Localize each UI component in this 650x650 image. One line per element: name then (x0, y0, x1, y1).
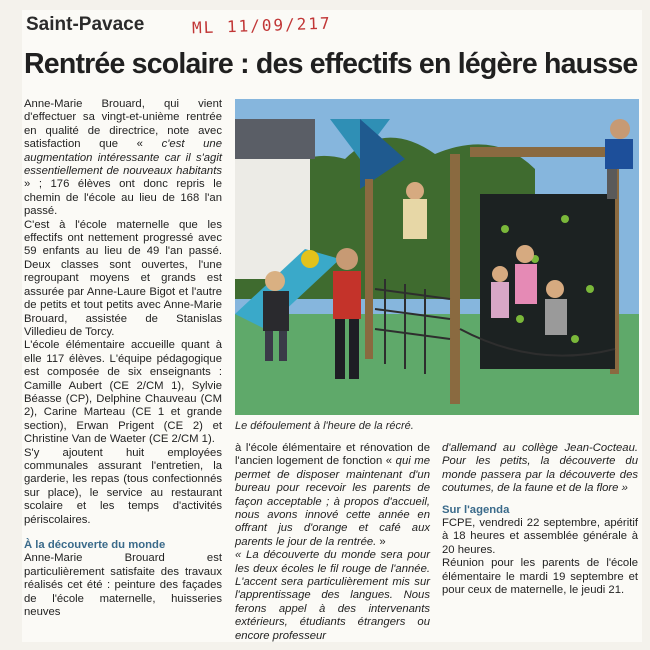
paragraph-langues-quote: « La découverte du monde sera pour les deux écoles le fil rouge de l'année. L'accent sera particulièrement mis sur l'apprentissage des langues. Nous ferons appel à des intervenants extérieurs, étudiants étrangers ou encore professeur (235, 549, 430, 642)
handwritten-date-note: ML 11/09/217 (191, 13, 332, 38)
subhead-agenda: Sur l'agenda (442, 503, 510, 516)
article-column-1 (24, 98, 222, 619)
playground-photo (235, 99, 639, 415)
subhead-decouverte: À la découverte du monde (24, 539, 166, 551)
paragraph-employees: S'y ajoutent huit employées communales assurant l'entretien, la garderie, les repas (tous confectionnés sur place), le service au restaurant scolaire et les temps d'activités périscolaires. (24, 446, 222, 526)
paragraph-renovation: à l'école élémentaire et rénovation de l'ancien logement de fonction « qui me permet de disposer maintenant d'un bureau pour recevoir les parents de façon acceptable ; à propos d'accueil, nous avons innové cette année en offrant jus d'orange et café aux parents le jour de la rentrée. » (235, 442, 430, 548)
paragraph-intro: Anne-Marie Brouard, qui vient d'effectuer sa vingt-et-unième rentrée en qualité de directrice, note avec satisfaction que « c'est une augmentation intéressante car il s'agit essentiellement de nouveaux habitants » ; 176 élèves ont donc repris le chemin de l'école au lieu de 168 l'an passé. (24, 98, 222, 218)
playground-illustration (235, 99, 639, 415)
paragraph-travaux: Anne-Marie Brouard est particulièrement satisfaite des travaux réalisés cet été : peinture des façades de l'école maternelle, huisseries neuves (24, 552, 222, 619)
article-headline: Rentrée scolaire : des effectifs en légère hausse (24, 48, 638, 80)
agenda-fcpe: FCPE, vendredi 22 septembre, apéritif à 18 heures et assemblée générale à 20 heures. (442, 517, 638, 556)
article-column-2 (235, 442, 430, 642)
photo-caption: Le défoulement à l'heure de la récré. (235, 420, 414, 432)
paragraph-elementaire: L'école élémentaire accueille quant à elle 117 élèves. L'équipe pédagogique est composée de six enseignants : Camille Aubert (CE 2/CM 1), Sylvie Béasse (CP), Delphine Chauveau (CM 2), Carine Marteau (CE 1 et grande section), Erwan Prigent (CE 2) et Christine Van de Waeter (CE 2/CM 1). (24, 339, 222, 446)
article-column-3 (442, 442, 638, 597)
section-rubric: Saint-Pavace (26, 14, 145, 35)
newspaper-clipping (22, 10, 642, 642)
paragraph-allemand-quote: d'allemand au collège Jean-Cocteau. Pour les petits, la découverte du monde passera par la découverte des coutumes, de la faune et de la flore » (442, 442, 638, 495)
agenda-reunion: Réunion pour les parents de l'école élémentaire le mardi 19 septembre et pour ceux de maternelle, le jeudi 21. (442, 557, 638, 597)
paragraph-maternelle: C'est à l'école maternelle que les effectifs ont nettement progressé avec 59 enfants au lieu de 49 l'an passé. Deux classes sont ouvertes, l'une regroupant moyens et grands est assurée par Anne-Laure Bigot et l'autre de petits et tout petits avec Anne-Marie Brouard, assistée de Stanislas Villedieu de Torcy. (24, 218, 222, 338)
